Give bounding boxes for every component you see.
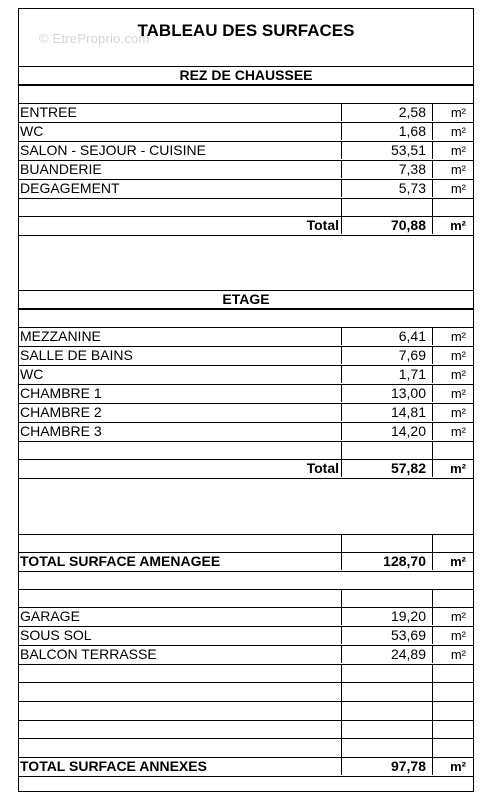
empty-row bbox=[19, 589, 473, 607]
room-label: CHAMBRE 1 bbox=[19, 385, 342, 402]
unit: m² bbox=[450, 348, 466, 363]
table-row bbox=[19, 384, 473, 402]
unit: m² bbox=[450, 218, 466, 233]
room-label: ENTREE bbox=[19, 104, 342, 121]
section-heading-upper-floor bbox=[19, 290, 473, 309]
empty-row bbox=[19, 198, 473, 216]
total-row-amenagee bbox=[19, 552, 473, 570]
room-area: 14,20 bbox=[342, 423, 433, 440]
unit: m² bbox=[450, 181, 466, 196]
unit: m² bbox=[450, 386, 466, 401]
section-heading-text: REZ DE CHAUSSEE bbox=[179, 67, 313, 83]
table-row bbox=[19, 626, 473, 644]
empty-row bbox=[19, 441, 473, 459]
empty-row bbox=[19, 534, 473, 552]
table-row bbox=[19, 422, 473, 440]
total-row-upper-floor bbox=[19, 459, 473, 477]
table-row bbox=[19, 160, 473, 178]
unit: m² bbox=[450, 554, 466, 569]
room-label: DEGAGEMENT bbox=[19, 180, 342, 197]
room-area: 7,38 bbox=[342, 161, 433, 178]
table-row bbox=[19, 365, 473, 383]
room-label: WC bbox=[19, 123, 342, 140]
unit: m² bbox=[450, 367, 466, 382]
spacer-row bbox=[19, 235, 473, 290]
table-title: TABLEAU DES SURFACES bbox=[137, 21, 355, 40]
unit: m² bbox=[450, 628, 466, 643]
room-area: 14,81 bbox=[342, 404, 433, 421]
room-area: 24,89 bbox=[342, 646, 433, 663]
unit: m² bbox=[450, 162, 466, 177]
unit: m² bbox=[450, 609, 466, 624]
unit: m² bbox=[450, 405, 466, 420]
room-area: 1,71 bbox=[342, 366, 433, 383]
unit: m² bbox=[450, 105, 466, 120]
table-row bbox=[19, 327, 473, 345]
room-area: 6,41 bbox=[342, 328, 433, 345]
spacer-row bbox=[19, 571, 473, 589]
room-label: WC bbox=[19, 366, 342, 383]
room-area: 19,20 bbox=[342, 608, 433, 625]
empty-row bbox=[19, 85, 473, 103]
unit: m² bbox=[450, 124, 466, 139]
room-label: CHAMBRE 2 bbox=[19, 404, 342, 421]
room-label: GARAGE bbox=[19, 608, 342, 625]
table-row bbox=[19, 645, 473, 663]
empty-row bbox=[19, 701, 473, 720]
unit: m² bbox=[450, 329, 466, 344]
room-area: 5,73 bbox=[342, 180, 433, 197]
room-label: CHAMBRE 3 bbox=[19, 423, 342, 440]
total-value: 97,78 bbox=[342, 758, 433, 775]
unit: m² bbox=[450, 424, 466, 439]
unit: m² bbox=[450, 461, 466, 476]
spacer-row bbox=[19, 478, 473, 534]
unit: m² bbox=[450, 759, 466, 774]
section-heading-ground-floor bbox=[19, 66, 473, 85]
table-row bbox=[19, 141, 473, 159]
total-value: 128,70 bbox=[342, 553, 433, 570]
room-area: 2,58 bbox=[342, 104, 433, 121]
table-row bbox=[19, 403, 473, 421]
total-label: TOTAL SURFACE AMENAGEE bbox=[19, 553, 342, 570]
room-label: MEZZANINE bbox=[19, 328, 342, 345]
section-heading-text: ETAGE bbox=[222, 291, 270, 307]
surface-table bbox=[18, 8, 474, 792]
room-area: 1,68 bbox=[342, 123, 433, 140]
room-label: SALLE DE BAINS bbox=[19, 347, 342, 364]
empty-row bbox=[19, 309, 473, 327]
watermark: © EtreProprio.com bbox=[39, 31, 150, 46]
table-row bbox=[19, 103, 473, 121]
bottom-row bbox=[19, 776, 473, 791]
total-value: 70,88 bbox=[342, 217, 433, 234]
empty-row bbox=[19, 720, 473, 738]
total-row-ground-floor bbox=[19, 216, 473, 234]
room-area: 7,69 bbox=[342, 347, 433, 364]
table-row bbox=[19, 179, 473, 197]
unit: m² bbox=[450, 647, 466, 662]
empty-row bbox=[19, 664, 473, 682]
room-area: 53,69 bbox=[342, 627, 433, 644]
table-row bbox=[19, 122, 473, 140]
room-area: 13,00 bbox=[342, 385, 433, 402]
table-row bbox=[19, 607, 473, 625]
empty-row bbox=[19, 738, 473, 757]
total-value: 57,82 bbox=[342, 460, 433, 477]
unit: m² bbox=[450, 143, 466, 158]
total-label: TOTAL SURFACE ANNEXES bbox=[19, 758, 342, 775]
room-label: SOUS SOL bbox=[19, 627, 342, 644]
room-label: BALCON TERRASSE bbox=[19, 646, 342, 663]
table-row bbox=[19, 346, 473, 364]
room-area: 53,51 bbox=[342, 142, 433, 159]
empty-row bbox=[19, 682, 473, 701]
total-row-annexes bbox=[19, 757, 473, 775]
room-label: BUANDERIE bbox=[19, 161, 342, 178]
total-label: Total bbox=[19, 460, 342, 477]
room-label: SALON - SEJOUR - CUISINE bbox=[19, 142, 342, 159]
total-label: Total bbox=[19, 217, 342, 234]
